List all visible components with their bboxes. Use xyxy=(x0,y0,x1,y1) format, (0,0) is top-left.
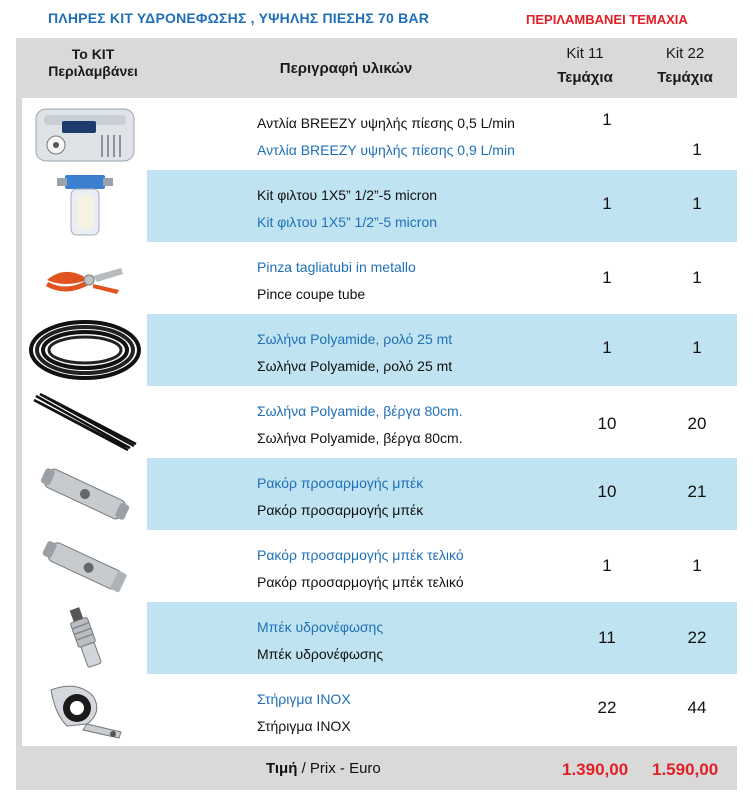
nozzle-fitting-icon xyxy=(22,458,147,530)
qty-kit11: 1 xyxy=(602,268,612,287)
item-line2: Σωλήνα Polyamide, βέργα 80cm. xyxy=(257,430,463,446)
qty-kit22: 20 xyxy=(687,414,707,433)
header-kit22-line1: Kit 22 xyxy=(665,45,705,62)
price-row xyxy=(22,748,737,790)
page-title: ΠΛΗΡΕΣ ΚΙΤ ΥΔΡΟΝΕΦΩΣΗΣ , ΥΨΗΛΗΣ ΠΙΕΣΗΣ 70 BAR xyxy=(48,10,430,26)
qty-kit22: 1 xyxy=(692,140,702,159)
table-row xyxy=(22,98,737,170)
tube-roll-icon xyxy=(22,314,147,386)
table-row xyxy=(22,674,737,746)
table-row xyxy=(22,170,737,242)
qty-kit22: 22 xyxy=(687,628,707,647)
qty-kit22: 21 xyxy=(687,482,707,501)
table-row xyxy=(22,314,737,386)
price-label-rest: / Prix - Euro xyxy=(297,760,381,777)
item-line2: Kit φιλτου 1X5” 1/2”-5 micron xyxy=(257,214,438,230)
item-line1: Στήριγμα INOX xyxy=(257,691,351,707)
item-line1: Kit φιλτου 1X5” 1/2”-5 micron xyxy=(257,187,438,203)
qty-kit22: 1 xyxy=(692,556,702,575)
qty-kit11: 1 xyxy=(602,194,612,213)
item-rows xyxy=(22,98,737,746)
mist-nozzle-icon xyxy=(22,602,147,674)
qty-kit11: 1 xyxy=(602,110,612,129)
price-label xyxy=(266,760,381,777)
header-kit11-line2: Τεμάχια xyxy=(557,69,613,86)
filter-icon xyxy=(22,170,147,242)
item-line2: Αντλία BREEZY υψηλής πίεσης 0,9 L/min xyxy=(257,142,515,158)
header-kit22-line2: Τεμάχια xyxy=(657,69,713,86)
qty-kit11: 10 xyxy=(597,482,617,501)
end-fitting-icon xyxy=(22,530,147,602)
qty-kit22: 1 xyxy=(692,268,702,287)
qty-kit11: 22 xyxy=(597,698,617,717)
item-line2: Μπέκ υδρονέφωσης xyxy=(257,646,384,662)
header-kit22 xyxy=(636,42,734,90)
table-row xyxy=(22,242,737,314)
qty-kit11: 11 xyxy=(598,628,616,647)
price-label-bold: Τιμή xyxy=(266,760,298,777)
item-line1: Αντλία BREEZY υψηλής πίεσης 0,5 L/min xyxy=(257,115,515,131)
item-line1: Pinza tagliatubi in metallo xyxy=(257,259,416,275)
table-row xyxy=(22,458,737,530)
table-row xyxy=(22,602,737,674)
qty-kit11: 1 xyxy=(602,338,612,357)
item-line2: Στήριγμα INOX xyxy=(257,718,351,734)
pump-icon xyxy=(22,98,147,170)
header-kit11 xyxy=(540,42,630,90)
item-line1: Μπέκ υδρονέφωσης xyxy=(257,619,384,635)
header-kit-line2: Περιλαμβάνει xyxy=(48,63,138,79)
item-line1: Ρακόρ προσαρμογής μπέκ xyxy=(257,475,424,491)
qty-kit22: 1 xyxy=(692,338,702,357)
tube-bars-icon xyxy=(22,386,147,458)
header-kit-line1: Το ΚΙΤ xyxy=(71,46,115,62)
price-kit11: 1.390,00 xyxy=(562,760,629,779)
price-kit22: 1.590,00 xyxy=(652,760,719,779)
item-line2: Pince coupe tube xyxy=(257,286,366,302)
includes-pieces-label: ΠΕΡΙΛΑΜΒΑΝΕΙ ΤΕΜΑΧΙΑ xyxy=(526,12,688,27)
qty-kit22: 44 xyxy=(687,698,707,717)
item-line2: Ρακόρ προσαρμογής μπέκ τελικό xyxy=(257,574,464,590)
inox-clamp-icon xyxy=(22,674,147,746)
header-kit-includes xyxy=(34,46,152,80)
header-description: Περιγραφή υλικών xyxy=(279,60,413,77)
item-line1: Σωλήνα Polyamide, βέργα 80cm. xyxy=(257,403,463,419)
qty-kit22: 1 xyxy=(692,194,702,213)
item-line1: Σωλήνα Polyamide, ρολό 25 mt xyxy=(257,331,453,347)
item-line1: Ρακόρ προσαρμογής μπέκ τελικό xyxy=(257,547,464,563)
item-line2: Ρακόρ προσαρμογής μπέκ xyxy=(257,502,424,518)
table-row xyxy=(22,530,737,602)
header-kit11-line1: Kit 11 xyxy=(566,45,604,62)
pipe-cutter-icon xyxy=(22,242,147,314)
qty-kit11: 1 xyxy=(602,556,612,575)
qty-kit11: 10 xyxy=(597,414,617,433)
table-row xyxy=(22,386,737,458)
item-line2: Σωλήνα Polyamide, ρολό 25 mt xyxy=(257,358,453,374)
